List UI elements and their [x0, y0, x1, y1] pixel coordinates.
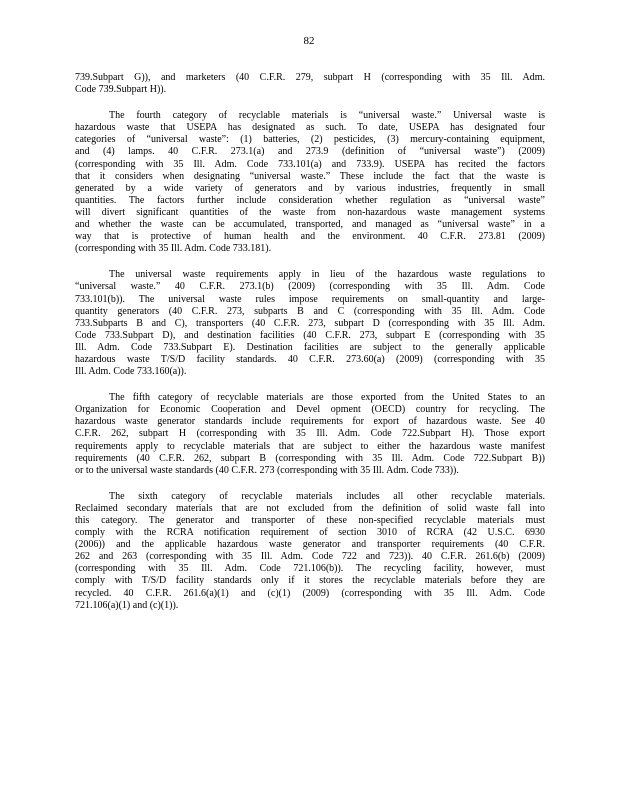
page-number: 82	[303, 35, 315, 47]
text-line: 733.Subparts B and C), transporters (40 C.F.R. 273, subpart D (corresponding with 35 Ill. Adm.	[75, 317, 545, 329]
text-line: requirements apply to recyclable materials that are subject to either the hazardous waste manifest	[75, 440, 545, 452]
text-line: (2006)) and the applicable hazardous waste generator and transporter requirements (40 C.F.R.	[75, 539, 545, 551]
text-line: will divert significant quantities of the waste from non-hazardous waste management systems	[75, 206, 545, 218]
text-line: 733.101(b)). The universal waste rules impose requirements on small-quantity and large-	[75, 293, 545, 305]
paragraph-universal-waste-requirements	[75, 269, 545, 378]
text-line: hazardous waste T/S/D facility standards. 40 C.F.R. 273.60(a) (2009) (corresponding with 35	[75, 353, 545, 365]
text-line: recycled. 40 C.F.R. 261.6(a)(1) and (c)(1) (2009) (corresponding with 35 Ill. Adm. Code	[75, 587, 545, 599]
text-line: way that is protective of human health and the environment. 40 C.F.R. 273.81 (2009)	[75, 231, 545, 243]
paragraph-exported-materials	[75, 392, 545, 477]
text-line: Organization for Economic Cooperation and Devel opment (OECD) country for recycling. The	[75, 404, 545, 416]
text-line: C.F.R. 262, subpart H (corresponding with 35 Ill. Adm. Code 722.Subpart H). Those export	[75, 428, 545, 440]
text-line: quantities. The factors further include consideration whether regulation as “universal waste”	[75, 194, 545, 206]
text-line: and whether the waste can be accumulated, transported, and managed as “universal waste” in a	[75, 219, 545, 231]
text-line: (corresponding with 35 Ill. Adm. Code 721.106(b)). The recycling facility, however, must	[75, 563, 545, 575]
text-line: or to the universal waste standards (40 C.F.R. 273 (corresponding with 35 Ill. Adm. Code 733)).	[75, 464, 459, 476]
text-line: “universal waste.” 40 C.F.R. 273.1(b) (2009) (corresponding with 35 Ill. Adm. Code	[75, 281, 545, 293]
text-line: Reclaimed secondary materials that are not excluded from the definition of solid waste fall into	[75, 502, 545, 514]
text-line: 262 and 263 (corresponding with 35 Ill. Adm. Code 722 and 723)). 40 C.F.R. 261.6(b) (2009)	[75, 551, 545, 563]
text-line: requirements (40 C.F.R. 262, subpart B (corresponding with 35 Ill. Adm. Code 722.Subpart B))	[75, 452, 545, 464]
text-line: and (4) lamps. 40 C.F.R. 273.1(a) and 273.9 (definition of “universal waste”) (2009)	[75, 146, 545, 158]
paragraph-other-recyclables	[75, 491, 545, 612]
text-line: Code 733.Subpart D), and destination facilities (40 C.F.R. 273, subpart E (corresponding with 35	[75, 329, 545, 341]
text-line: categories of “universal waste”: (1) batteries, (2) pesticides, (3) mercury-containing equipment,	[75, 134, 545, 146]
text-line: Code 739.Subpart H)).	[75, 84, 167, 96]
text-line: (corresponding with 35 Ill. Adm. Code 733.181).	[75, 243, 272, 255]
text-line: 721.106(a)(1) and (c)(1)).	[75, 599, 179, 611]
text-line: (corresponding with 35 Ill. Adm. Code 733.101(a) and 733.9). USEPA has recited the factors	[75, 158, 545, 170]
text-line: 739.Subpart G)), and marketers (40 C.F.R. 279, subpart H (corresponding with 35 Ill. Adm.	[75, 72, 545, 83]
text-line: The fourth category of recyclable materials is “universal waste.” Universal waste is	[109, 110, 545, 122]
text-line: The fifth category of recyclable materials are those exported from the United States to an	[109, 392, 545, 404]
body-text	[75, 72, 545, 626]
text-line: The universal waste requirements apply in lieu of the hazardous waste regulations to	[109, 269, 545, 281]
paragraph-universal-waste	[75, 110, 545, 255]
text-line: generated by a wide variety of generators and by various industries, frequently in small	[75, 182, 545, 194]
text-line: this category. The generator and transporter of these non-specified recyclable materials must	[75, 515, 545, 526]
text-line: Ill. Adm. Code 733.160(a)).	[75, 366, 187, 378]
text-line: quantity generators (40 C.F.R. 273, subparts B and C (corresponding with 35 Ill. Adm. Code	[75, 305, 545, 317]
paragraph-continuation	[75, 72, 545, 96]
text-line: hazardous waste generator standards include requirements for export of hazardous waste. See 40	[75, 416, 545, 428]
text-line: Ill. Adm. Code 733.Subpart E). Destination facilities are subject to the generally applicable	[75, 341, 545, 353]
text-line: comply with the RCRA notification requirement of section 3010 of RCRA (42 U.S.C. 6930	[75, 527, 545, 539]
text-line: The sixth category of recyclable materials includes all other recyclable materials.	[109, 490, 545, 502]
text-line: that it considers when designating “universal waste.” These include the fact that the waste is	[75, 170, 545, 182]
text-line: comply with T/S/D facility standards only if it stores the recyclable materials before they are	[75, 575, 545, 587]
text-line: hazardous waste that USEPA has designated as such. To date, USEPA has designated four	[75, 122, 545, 134]
